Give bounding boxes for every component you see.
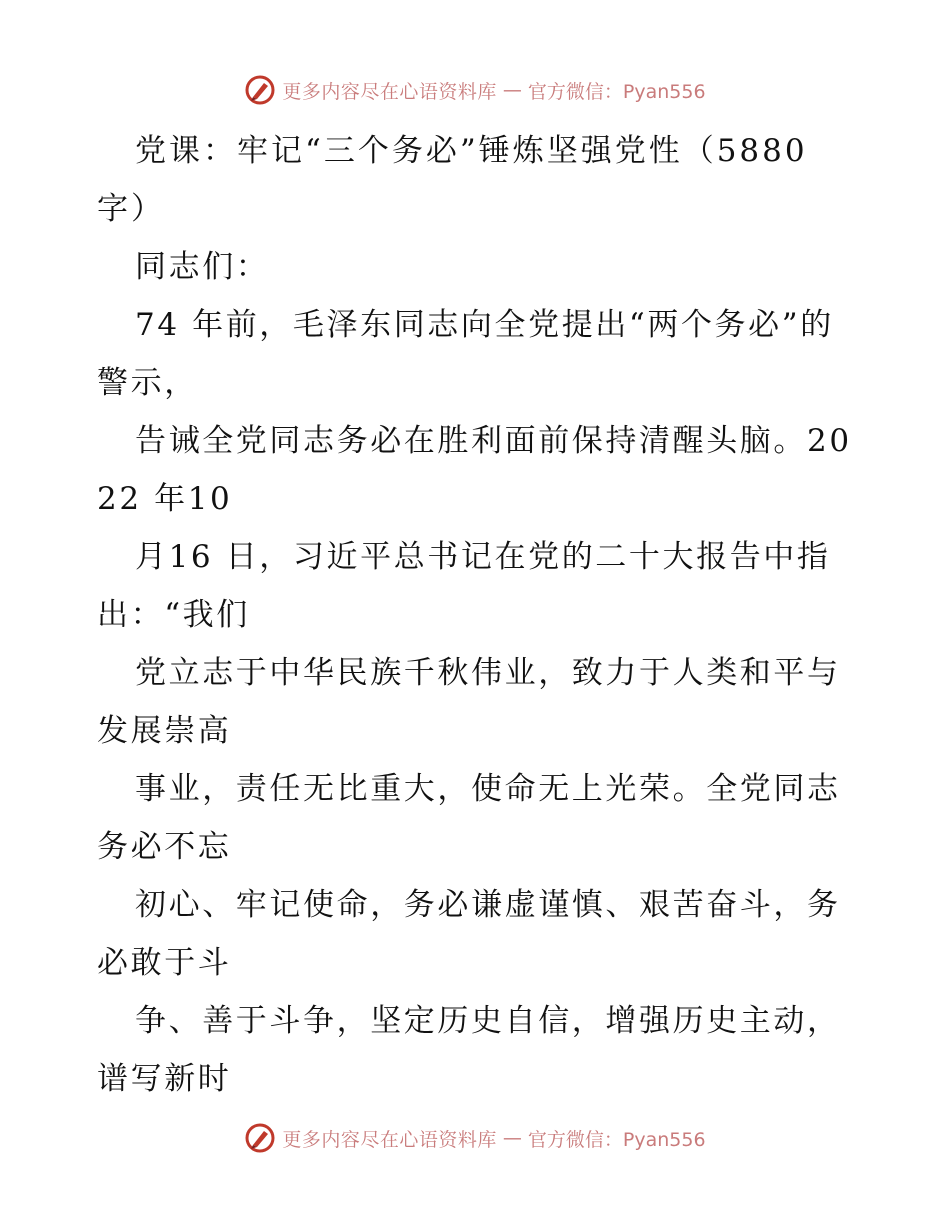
header-brand-text: 更多内容尽在心语资料库: [282, 80, 497, 103]
footer-brand: [244, 1122, 705, 1154]
paragraph-line: 党立志于中华民族千秋伟业，致力于人类和平与发展崇高: [97, 655, 841, 749]
pen-circle-icon: [244, 1122, 276, 1154]
paragraph-greeting: 同志们：: [135, 249, 270, 285]
paragraph-line: 74 年前，毛泽东同志向全党提出“两个务必”的警示，: [97, 307, 834, 401]
paragraph-line: 告诫全党同志务必在胜利面前保持清醒头脑。2022 年10: [97, 423, 852, 517]
document-title: 党课：牢记“三个务必”锤炼坚强党性（5880 字）: [97, 133, 808, 227]
footer-brand-text: 更多内容尽在心语资料库: [282, 1128, 497, 1151]
page-footer: [0, 1118, 950, 1158]
page-header: [0, 70, 950, 110]
header-dash: —: [502, 79, 522, 101]
paragraph-line: 争、善于斗争，坚定历史自信，增强历史主动，谱写新时: [97, 1003, 841, 1097]
header-contact: 官方微信：Pyan556: [527, 80, 706, 103]
paragraph-line: 月16 日，习近平总书记在党的二十大报告中指出：“我们: [97, 539, 831, 633]
paragraph-line: 初心、牢记使命，务必谦虚谨慎、艰苦奋斗，务必敢于斗: [97, 887, 841, 981]
pen-circle-icon: [244, 74, 276, 106]
header-brand: [244, 74, 705, 106]
footer-contact: 官方微信：Pyan556: [527, 1128, 706, 1151]
document-body: [97, 122, 857, 1108]
footer-dash: —: [502, 1127, 522, 1149]
paragraph-line: 事业，责任无比重大，使命无上光荣。全党同志务必不忘: [97, 771, 841, 865]
